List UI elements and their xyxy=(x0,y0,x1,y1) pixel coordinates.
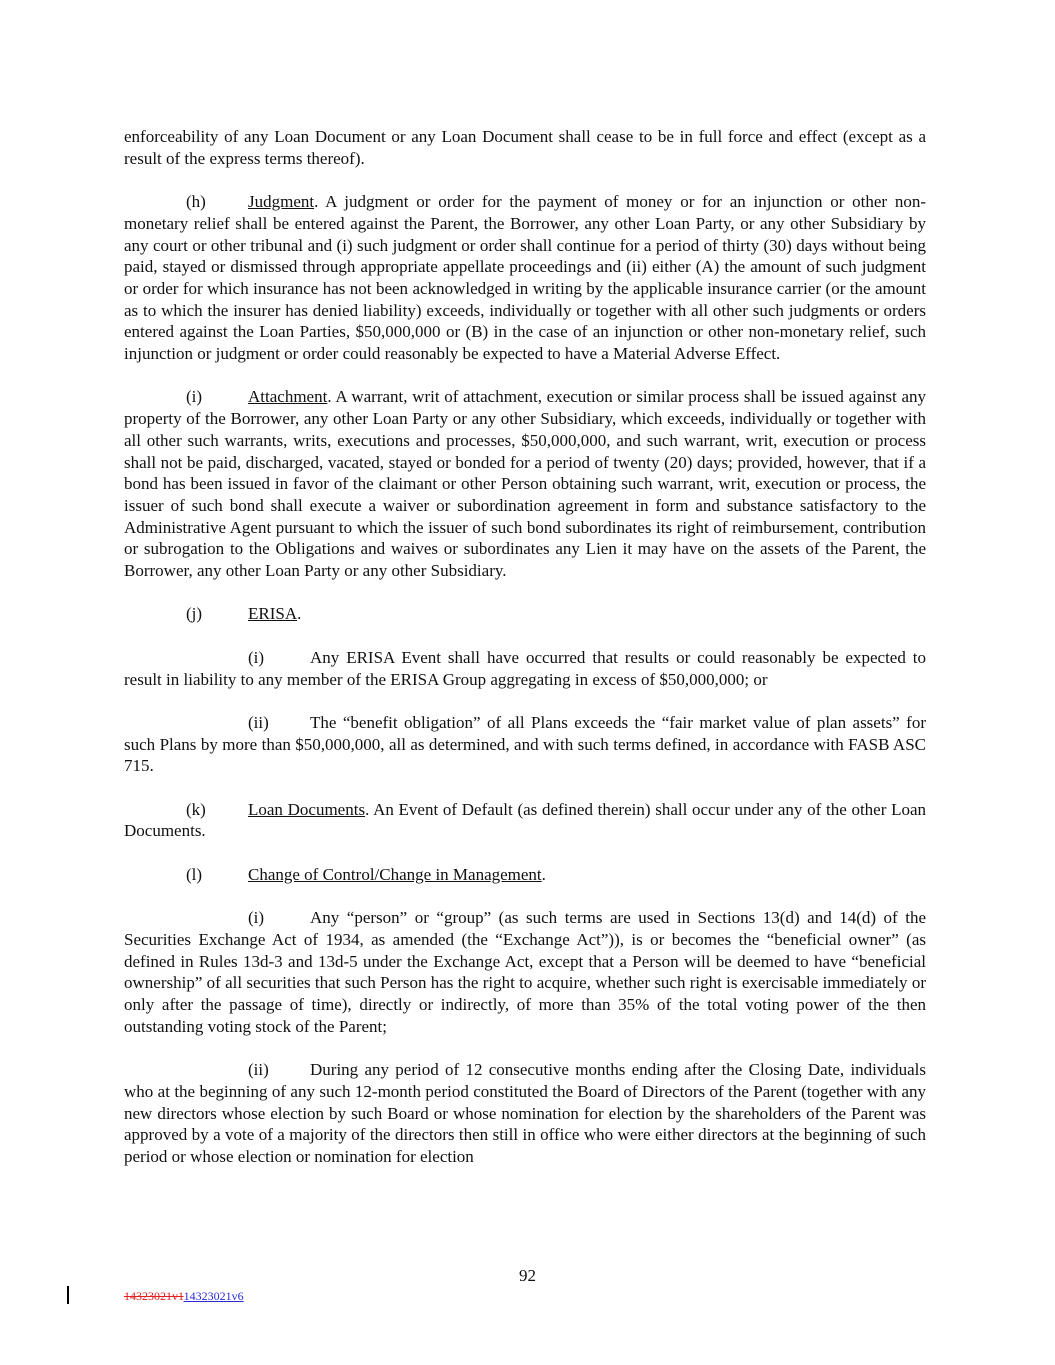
section-heading: Judgment xyxy=(248,192,315,212)
subsection-text: Any “person” or “group” (as such terms are used in Sections 13(d) and 14(d) of the Securities Exchange Act of 1934, as amended (the “Exchange Act”)), is or becomes the “beneficial owner” (as defined in Rules 13d-3 and 13d-5 under the Exchange Act, except that a Person will be deemed to have “beneficial ownership” of all securities that such Person has the right to acquire, whether such right is exercisable immediately or only after the passage of time), directly or indirectly, of more than 35% of the total voting power of the then outstanding voting stock of the Parent; xyxy=(124,908,926,1036)
section-i-attachment xyxy=(124,386,926,581)
subsection-text: Any ERISA Event shall have occurred that results or could reasonably be expected to result in liability to any member of the ERISA Group aggregating in excess of $50,000,000; or xyxy=(124,647,926,689)
subsection-number: (i) xyxy=(248,908,265,928)
section-heading: Change of Control/Change in Management xyxy=(248,864,542,884)
section-heading: ERISA xyxy=(248,604,298,624)
document-id-inserted: 14323021v6 xyxy=(183,1289,244,1303)
section-h-judgment xyxy=(124,191,926,365)
section-number: (i) xyxy=(186,387,203,407)
page-number: 92 xyxy=(519,1266,536,1285)
document-id xyxy=(124,1289,244,1304)
section-number: (j) xyxy=(186,604,203,624)
section-k-loan-documents xyxy=(124,799,926,842)
change-bar xyxy=(67,1286,69,1304)
section-text: . A judgment or order for the payment of money or for an injunction or other non-monetary relief shall be entered against the Parent, the Borrower, any other Loan Party, or any other Subsidiary by any court or other tribunal and (i) such judgment or order shall continue for a period of thirty (30) days without being paid, stayed or dismissed through appropriate appellate proceedings and (ii) either (A) the amount of such judgment or order for which insurance has not been acknowledged in writing by the applicable insurance carrier (or the amount as to which the insurer has denied liability) exceeds, individually or together with all other such judgments or orders entered against the Loan Parties, $50,000,000 or (B) in the case of an injunction or other non-monetary relief, such injunction or judgment or order could reasonably be expected to have a Material Adverse Effect. xyxy=(124,192,926,364)
subsection-number: (ii) xyxy=(248,712,269,732)
section-j-erisa xyxy=(124,603,926,625)
section-number: (l) xyxy=(186,864,203,884)
section-heading: Attachment xyxy=(248,387,328,407)
subsection-j-i xyxy=(124,647,926,690)
section-l-change-of-control xyxy=(124,864,926,886)
subsection-number: (i) xyxy=(248,647,265,667)
section-text: . xyxy=(297,604,302,624)
section-number: (h) xyxy=(186,192,206,212)
subsection-number: (ii) xyxy=(248,1060,269,1080)
subsection-j-ii xyxy=(124,712,926,777)
section-text: . xyxy=(541,864,546,884)
document-body xyxy=(124,126,926,1189)
subsection-l-ii xyxy=(124,1059,926,1168)
section-heading: Loan Documents xyxy=(248,799,366,819)
subsection-text: During any period of 12 consecutive months ending after the Closing Date, individuals who at the beginning of any such 12-month period constituted the Board of Directors of the Parent (together with any new directors whose election by such Board or whose nomination for election by the shareholders of the Parent was approved by a vote of a majority of the directors then still in office who were either directors at the beginning of such period or whose election or nomination for election xyxy=(124,1060,926,1166)
section-text: . A warrant, writ of attachment, execution or similar process shall be issued against any property of the Borrower, any other Loan Party or any other Subsidiary, which exceeds, individually or together with all other such warrants, writs, executions and processes, $50,000,000, and such warrant, writ, execution or process shall not be paid, discharged, vacated, stayed or bonded for a period of twenty (20) days; provided, however, that if a bond has been issued in favor of the claimant or other Person obtaining such warrant, writ, execution or process, the issuer of such bond shall execute a waiver or subordination agreement in form and substance satisfactory to the Administrative Agent pursuant to which the issuer of such bond subordinates its right of reimbursement, contribution or subrogation to the Obligations and waives or subordinates any Lien it may have on the assets of the Parent, the Borrower, any other Loan Party or any other Subsidiary. xyxy=(124,387,926,581)
section-number: (k) xyxy=(186,799,206,819)
subsection-l-i xyxy=(124,907,926,1037)
paragraph-text: enforceability of any Loan Document or any Loan Document shall cease to be in full force and effect (except as a result of the express terms thereof). xyxy=(124,127,926,168)
section-text: . An Event of Default (as defined therein) shall occur under any of the other Loan Documents. xyxy=(124,799,927,841)
paragraph-continuation xyxy=(124,126,926,169)
subsection-text: The “benefit obligation” of all Plans exceeds the “fair market value of plan assets” for such Plans by more than $50,000,000, all as determined, and with such terms defined, in accordance with FASB ASC 715. xyxy=(124,712,926,776)
document-id-deleted: 14323021v1 xyxy=(124,1289,184,1303)
